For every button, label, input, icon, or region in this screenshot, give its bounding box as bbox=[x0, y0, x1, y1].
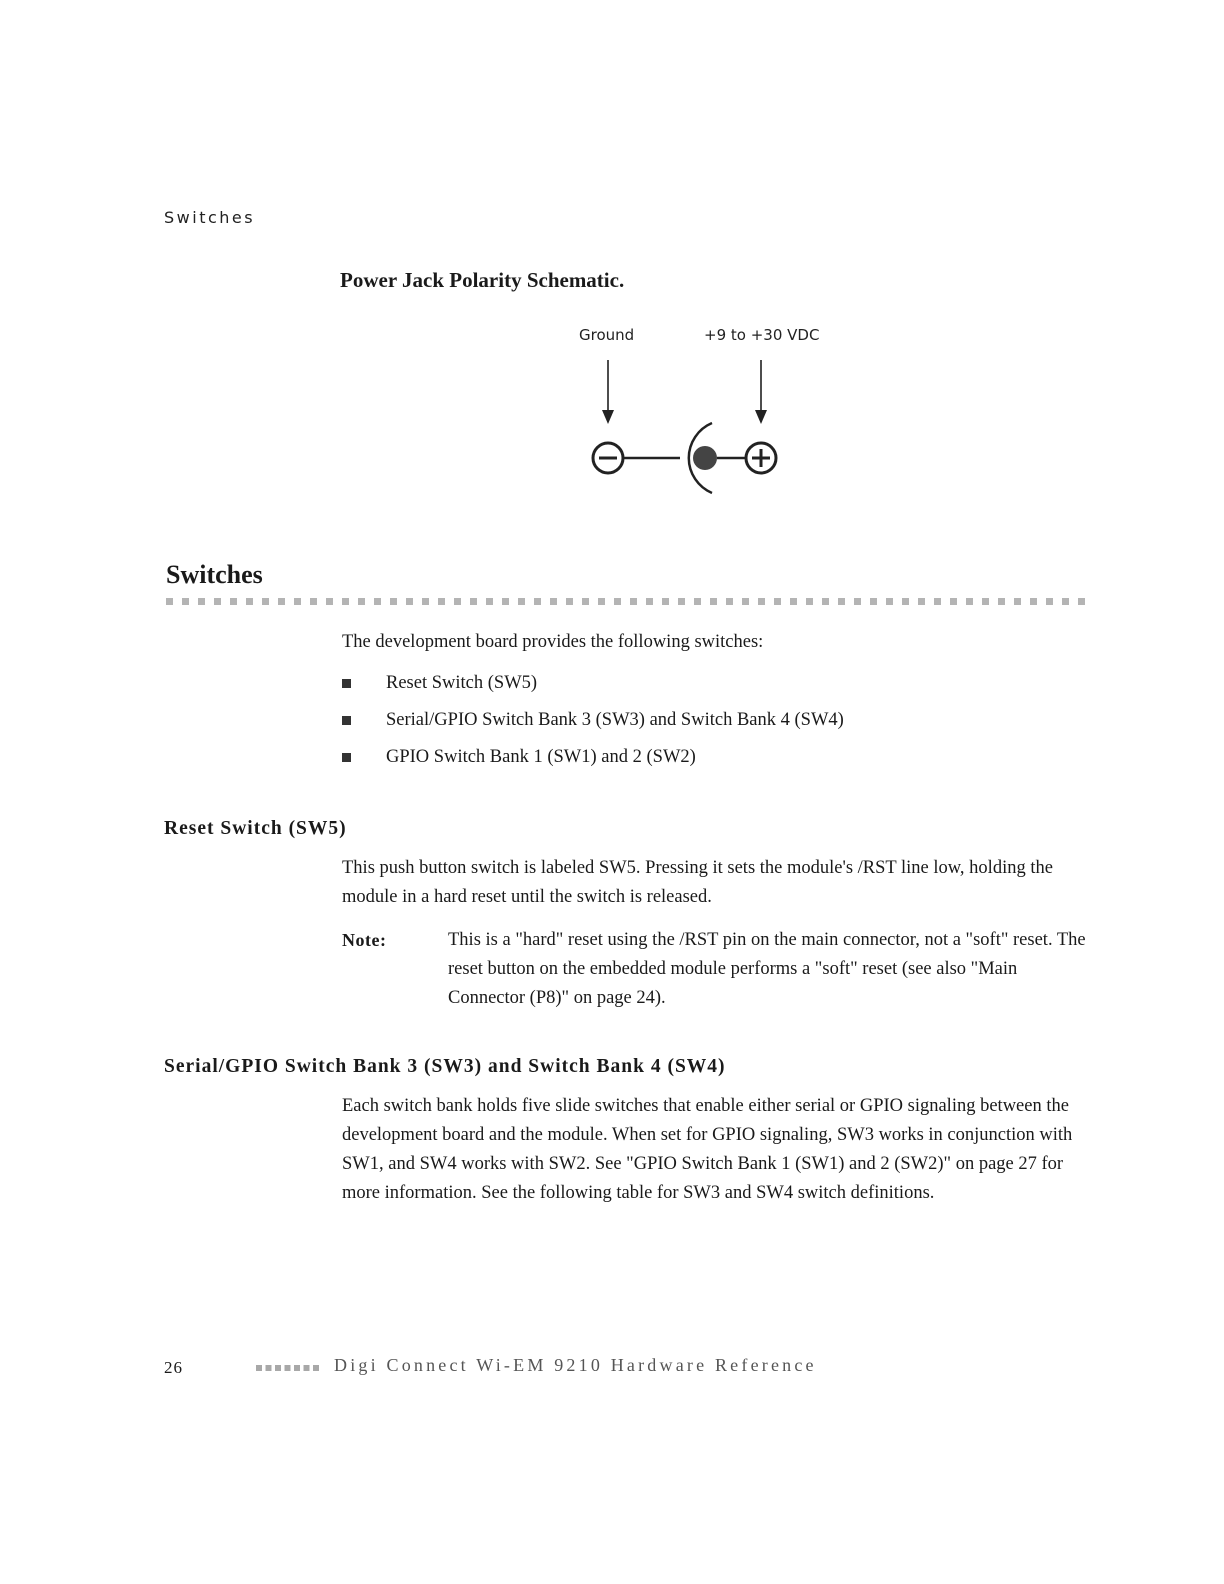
footer-document-title: Digi Connect Wi-EM 9210 Hardware Reference bbox=[334, 1355, 817, 1375]
ground-arrow-head bbox=[602, 410, 614, 424]
page-number: 26 bbox=[164, 1358, 183, 1377]
reset-switch-paragraph: This push button switch is labeled SW5. Pressing it sets the module's /RST line low, holding the module in a hard reset until the switch is released. bbox=[342, 858, 1053, 907]
running-header: Switches bbox=[164, 208, 256, 227]
plus-terminal-icon bbox=[746, 443, 776, 473]
intro-paragraph: The development board provides the following switches: bbox=[342, 632, 764, 652]
reset-switch-heading: Reset Switch (SW5) bbox=[164, 818, 347, 839]
voltage-label: +9 to +30 VDC bbox=[704, 326, 820, 344]
section-divider bbox=[166, 598, 1086, 606]
list-item: Serial/GPIO Switch Bank 3 (SW3) and Switch Bank 4 (SW4) bbox=[342, 707, 844, 744]
note-label: Note: bbox=[342, 930, 387, 950]
bullet-square-icon bbox=[342, 679, 351, 688]
bullet-square-icon bbox=[342, 716, 351, 725]
minus-terminal-icon bbox=[593, 443, 623, 473]
section-title: Switches bbox=[166, 560, 263, 589]
switch-list bbox=[342, 670, 844, 781]
serial-gpio-heading: Serial/GPIO Switch Bank 3 (SW3) and Switch Bank 4 (SW4) bbox=[164, 1056, 726, 1077]
note-body: This is a "hard" reset using the /RST pin on the main connector, not a "soft" reset. The reset button on the embedded module performs a "soft" reset (see also "Main Connector (P8)" on page 24). bbox=[448, 930, 1086, 1008]
voltage-arrow-head bbox=[755, 410, 767, 424]
ground-label: Ground bbox=[579, 326, 635, 344]
figure-title: Power Jack Polarity Schematic. bbox=[340, 268, 625, 292]
footer-divider bbox=[256, 1365, 322, 1372]
power-jack-schematic bbox=[560, 318, 840, 508]
list-item: GPIO Switch Bank 1 (SW1) and 2 (SW2) bbox=[342, 744, 844, 781]
serial-gpio-paragraph: Each switch bank holds five slide switches that enable either serial or GPIO signaling between the development board and the module. When set for GPIO signaling, SW3 works in conjunction with SW1, and SW4 works with SW2. See "GPIO Switch Bank 1 (SW1) and 2 (SW2)" on page 27 for more information. See the following table for SW3 and SW4 switch definitions. bbox=[342, 1096, 1073, 1203]
bullet-square-icon bbox=[342, 753, 351, 762]
list-item: Reset Switch (SW5) bbox=[342, 670, 844, 707]
center-pin bbox=[693, 446, 717, 470]
